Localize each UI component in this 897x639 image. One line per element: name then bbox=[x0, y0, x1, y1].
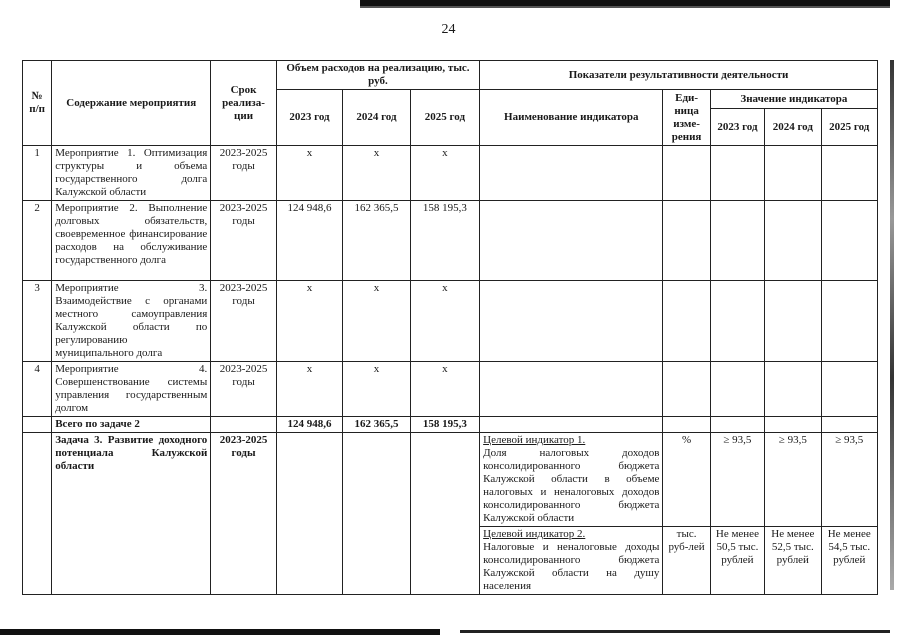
row-val-empty bbox=[765, 146, 821, 201]
row-indicator-empty bbox=[480, 362, 663, 417]
indicator-1 bbox=[480, 433, 663, 527]
total-label: Всего по задаче 2 bbox=[52, 417, 211, 433]
row-unit-empty bbox=[663, 362, 710, 417]
task-exp-empty bbox=[410, 433, 479, 595]
measures-table bbox=[22, 60, 878, 595]
task-num-empty bbox=[23, 433, 52, 595]
row-term: 2023-2025 годы bbox=[211, 362, 276, 417]
row-exp-2024: x bbox=[343, 146, 410, 201]
row-val-empty bbox=[765, 281, 821, 362]
row-exp-2024: x bbox=[343, 362, 410, 417]
indicator-2-unit: тыс. руб-лей bbox=[663, 527, 710, 595]
row-unit-empty bbox=[663, 201, 710, 281]
page-number: 24 bbox=[441, 22, 456, 37]
header-val-2024: 2024 год bbox=[765, 109, 821, 146]
row-exp-2023: x bbox=[276, 362, 342, 417]
header-indicator-name: Наименование индикатора bbox=[480, 90, 663, 146]
total-empty bbox=[765, 417, 821, 433]
row-val-empty bbox=[821, 201, 878, 281]
indicator-1-val-2023: ≥ 93,5 bbox=[710, 433, 764, 527]
indicator-2-val-2023: Не менее 50,5 тыс. рублей bbox=[710, 527, 764, 595]
row-indicator-empty bbox=[480, 201, 663, 281]
total-empty bbox=[663, 417, 710, 433]
task-content: Задача 3. Развитие доходного потенциала Калужской области bbox=[52, 433, 211, 595]
total-row bbox=[23, 417, 878, 433]
indicator-2-title: Целевой индикатор 2. bbox=[483, 528, 586, 540]
total-empty bbox=[710, 417, 764, 433]
row-indicator-empty bbox=[480, 281, 663, 362]
row-term: 2023-2025 годы bbox=[211, 146, 276, 201]
indicator-1-title: Целевой индикатор 1. bbox=[483, 434, 586, 446]
row-unit-empty bbox=[663, 281, 710, 362]
row-term: 2023-2025 годы bbox=[211, 201, 276, 281]
header-unit: Еди-ница изме-рения bbox=[663, 90, 710, 146]
header-exp-2025: 2025 год bbox=[410, 90, 479, 146]
total-empty bbox=[480, 417, 663, 433]
row-exp-2023: 124 948,6 bbox=[276, 201, 342, 281]
task-exp-empty bbox=[276, 433, 342, 595]
header-num: № п/п bbox=[23, 61, 52, 146]
indicator-2-val-2024: Не менее 52,5 тыс. рублей bbox=[765, 527, 821, 595]
header-term: Срок реализа-ции bbox=[211, 61, 276, 146]
indicator-2-val-2025: Не менее 54,5 тыс. рублей bbox=[821, 527, 878, 595]
indicator-1-val-2025: ≥ 93,5 bbox=[821, 433, 878, 527]
row-exp-2025: x bbox=[410, 281, 479, 362]
row-num: 3 bbox=[23, 281, 52, 362]
row-exp-2025: 158 195,3 bbox=[410, 201, 479, 281]
scan-bottom-bar-right bbox=[460, 630, 890, 633]
row-content: Мероприятие 1. Оптимизация структуры и объема государственного долга Калужской области bbox=[52, 146, 211, 201]
row-exp-2025: x bbox=[410, 146, 479, 201]
total-num-empty bbox=[23, 417, 52, 433]
task-exp-empty bbox=[343, 433, 410, 595]
header-val-2025: 2025 год bbox=[821, 109, 878, 146]
header-indicator-value: Значение индикатора bbox=[710, 90, 877, 109]
row-term: 2023-2025 годы bbox=[211, 281, 276, 362]
header-exp-2023: 2023 год bbox=[276, 90, 342, 146]
table-row bbox=[23, 201, 878, 281]
row-num: 4 bbox=[23, 362, 52, 417]
indicator-1-unit: % bbox=[663, 433, 710, 527]
row-val-empty bbox=[821, 281, 878, 362]
row-val-empty bbox=[710, 146, 764, 201]
row-content: Мероприятие 4. Совершенствование системы управления государственным долгом bbox=[52, 362, 211, 417]
row-val-empty bbox=[710, 281, 764, 362]
header-indicators: Показатели результативности деятельности bbox=[480, 61, 878, 90]
total-exp-2025: 158 195,3 bbox=[410, 417, 479, 433]
total-exp-2024: 162 365,5 bbox=[343, 417, 410, 433]
header-exp-2024: 2024 год bbox=[343, 90, 410, 146]
row-exp-2023: x bbox=[276, 281, 342, 362]
row-val-empty bbox=[821, 146, 878, 201]
scan-right-edge bbox=[890, 60, 894, 590]
total-exp-2023: 124 948,6 bbox=[276, 417, 342, 433]
row-exp-2024: 162 365,5 bbox=[343, 201, 410, 281]
task-row bbox=[23, 433, 878, 527]
row-val-empty bbox=[710, 201, 764, 281]
table-row bbox=[23, 362, 878, 417]
row-exp-2023: x bbox=[276, 146, 342, 201]
indicator-1-val-2024: ≥ 93,5 bbox=[765, 433, 821, 527]
row-val-empty bbox=[710, 362, 764, 417]
indicator-2 bbox=[480, 527, 663, 595]
total-empty bbox=[821, 417, 878, 433]
scan-bottom-bar bbox=[0, 629, 440, 635]
header-content: Содержание мероприятия bbox=[52, 61, 211, 146]
row-val-empty bbox=[765, 201, 821, 281]
row-indicator-empty bbox=[480, 146, 663, 201]
table-row bbox=[23, 146, 878, 201]
row-content: Мероприятие 3. Взаимодействие с органами местного самоуправления Калужской области по регулированию муниципального долга bbox=[52, 281, 211, 362]
scan-top-bar bbox=[360, 0, 890, 8]
table-row bbox=[23, 281, 878, 362]
header-expenses: Объем расходов на реализацию, тыс. руб. bbox=[276, 61, 479, 90]
indicator-1-text: Доля налоговых доходов консолидированного бюджета Калужской области в объеме налоговых и неналоговых доходов консолидированного бюджета Калужской области bbox=[483, 447, 660, 524]
row-exp-2025: x bbox=[410, 362, 479, 417]
row-exp-2024: x bbox=[343, 281, 410, 362]
indicator-2-text: Налоговые и неналоговые доходы консолидированного бюджета Калужской области на душу населения bbox=[483, 541, 660, 592]
row-content: Мероприятие 2. Выполнение долговых обязательств, своевременное финансирование расходов на обслуживание государственного долга bbox=[52, 201, 211, 281]
total-term-empty bbox=[211, 417, 276, 433]
task-term: 2023-2025 годы bbox=[211, 433, 276, 595]
row-val-empty bbox=[765, 362, 821, 417]
row-val-empty bbox=[821, 362, 878, 417]
row-num: 1 bbox=[23, 146, 52, 201]
row-num: 2 bbox=[23, 201, 52, 281]
row-unit-empty bbox=[663, 146, 710, 201]
header-val-2023: 2023 год bbox=[710, 109, 764, 146]
